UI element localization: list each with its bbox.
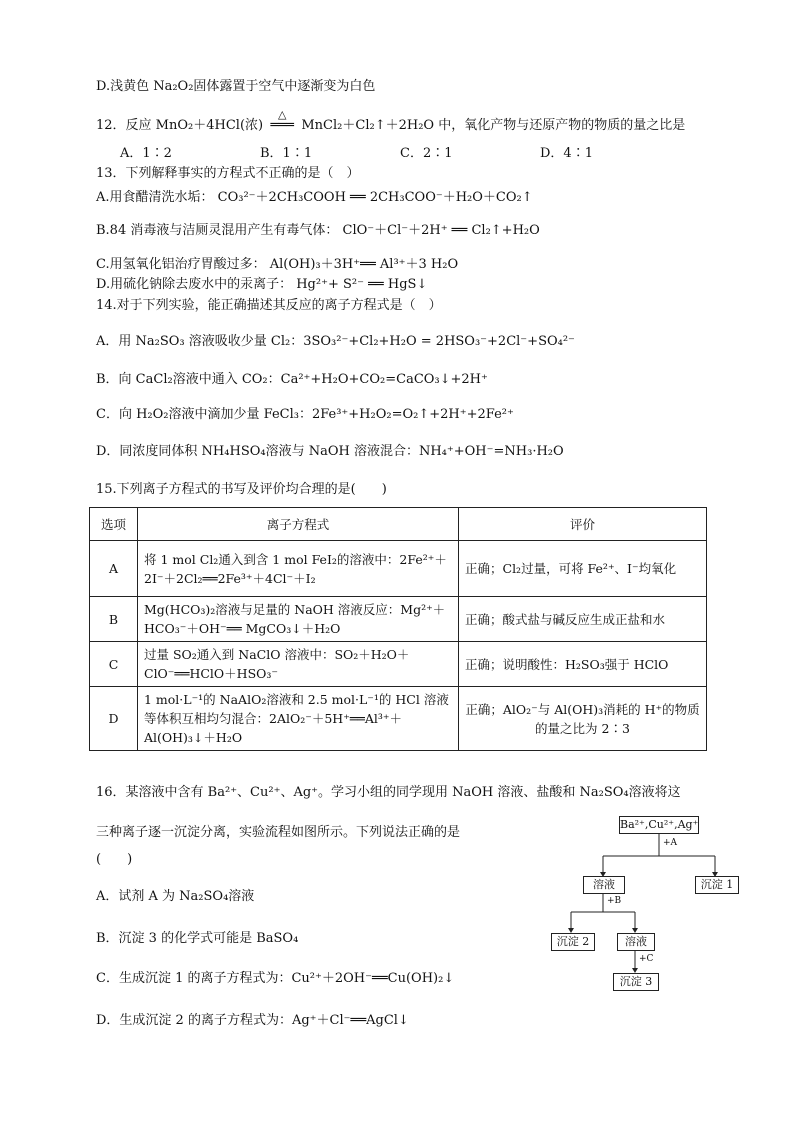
q16-paren: ( ) [96,852,133,867]
q16-stem-line1: 16．某溶液中含有 Ba²⁺、Cu²⁺、Ag⁺。学习小组的同学现用 NaOH 溶液、盐酸和 Na₂SO₄溶液将这 [96,785,681,800]
row-option: C [90,642,138,687]
flow-precipitate-3: 沉淀 3 [613,973,659,991]
q12-option-c: C．2∶1 [400,146,453,161]
table-row [90,687,707,751]
flow-solution-2: 溶液 [617,933,655,951]
q11-option-d: D.浅黄色 Na₂O₂固体露置于空气中逐渐变为白色 [96,79,376,94]
q12-option-b: B．1∶1 [260,146,313,161]
q14-stem: 14.对于下列实验，能正确描述其反应的离子方程式是（ ） [96,298,442,313]
row-evaluation: 正确；Cl₂过量，可将 Fe²⁺、I⁻均氧化 [459,541,707,597]
q12-options [120,145,680,163]
q14-option-c: C．向 H₂O₂溶液中滴加少量 FeCl₃：2Fe³⁺+H₂O₂=O₂↑+2H⁺+2Fe²⁺ [96,407,514,422]
row-evaluation: 正确；说明酸性：H₂SO₃强于 HClO [459,642,707,687]
flow-solution-1: 溶液 [583,876,625,894]
q14-option-b: B．向 CaCl₂溶液中通入 CO₂：Ca²⁺+H₂O+CO₂=CaCO₃↓+2H⁺ [96,372,488,387]
row-equation: 1 mol·L⁻¹的 NaAlO₂溶液和 2.5 mol·L⁻¹的 HCl 溶液等体积互相均匀混合：2AlO₂⁻＋5H⁺══Al³⁺＋Al(OH)₃↓＋H₂O [138,687,459,751]
q16-flowchart [555,814,735,994]
q12-stem-pre: 12．反应 MnO₂＋4HCl(浓) [96,118,264,133]
q16-option-b: B．沉淀 3 的化学式可能是 BaSO₄ [96,931,299,946]
table-header-row [90,508,707,541]
flow-add-a: +A [663,838,678,848]
row-evaluation: 正确；AlO₂⁻与 Al(OH)₃消耗的 H⁺的物质的量之比为 2∶3 [459,687,707,751]
q16-option-d: D．生成沉淀 2 的离子方程式为：Ag⁺＋Cl⁻══AgCl↓ [96,1013,409,1028]
q13-option-b: B.84 消毒液与洁厕灵混用产生有毒气体： ClO⁻＋Cl⁻＋2H⁺ ══ Cl₂↑+H₂O [96,223,540,238]
q13-option-c: C.用氢氧化铝治疗胃酸过多： Al(OH)₃＋3H⁺══ Al³⁺＋3 H₂O [96,257,459,272]
q13-stem: 13．下列解释事实的方程式不正确的是（ ） [96,166,360,181]
q16-stem-line2: 三种离子逐一沉淀分离，实验流程如图所示。下列说法正确的是 [96,825,461,840]
q12-stem [96,108,686,135]
row-option: B [90,597,138,642]
q13-option-a: A.用食醋清洗水垢： CO₃²⁻＋2CH₃COOH ══ 2CH₃COO⁻＋H₂O＋CO₂↑ [96,190,533,205]
row-equation: Mg(HCO₃)₂溶液与足量的 NaOH 溶液反应：Mg²⁺＋HCO₃⁻＋OH⁻══ MgCO₃↓＋H₂O [138,597,459,642]
flow-add-b: +B [607,896,622,906]
flow-precipitate-1: 沉淀 1 [695,876,739,894]
header-evaluation: 评价 [459,508,707,541]
row-equation: 将 1 mol Cl₂通入到含 1 mol FeI₂的溶液中：2Fe²⁺＋2I⁻＋2Cl₂══2Fe³⁺＋4Cl⁻＋I₂ [138,541,459,597]
q13-option-d: D.用硫化钠除去废水中的汞离子： Hg²⁺+ S²⁻ ══ HgS↓ [96,277,428,292]
q15-table [89,507,707,751]
q12-stem-post: MnCl₂＋Cl₂↑＋2H₂O 中，氧化产物与还原产物的物质的量之比是 [301,118,686,133]
header-equation: 离子方程式 [138,508,459,541]
q12-heat-arrow [267,108,297,135]
table-row [90,642,707,687]
header-option: 选项 [90,508,138,541]
flow-start-ions: Ba²⁺,Cu²⁺,Ag⁺ [619,816,699,834]
heat-icon: △ [278,108,287,121]
row-option: D [90,687,138,751]
q14-option-a: A．用 Na₂SO₃ 溶液吸收少量 Cl₂：3SO₃²⁻+Cl₂+H₂O = 2HSO₃⁻+2Cl⁻+SO₄²⁻ [96,334,575,349]
q15-stem: 15.下列离子方程式的书写及评价均合理的是( ) [96,482,387,497]
q12-option-a: A．1∶2 [120,146,172,161]
row-equation: 过量 SO₂通入到 NaClO 溶液中：SO₂＋H₂O＋ClO⁻══HClO＋HSO₃⁻ [138,642,459,687]
equals-arrow: ═══ [270,118,294,133]
q12-option-d: D．4∶1 [540,146,593,161]
flow-add-c: +C [639,954,654,964]
table-row [90,541,707,597]
q16-option-a: A．试剂 A 为 Na₂SO₄溶液 [96,889,255,904]
row-option: A [90,541,138,597]
row-evaluation: 正确；酸式盐与碱反应生成正盐和水 [459,597,707,642]
flow-connectors [555,814,735,994]
q14-option-d: D．同浓度同体积 NH₄HSO₄溶液与 NaOH 溶液混合：NH₄⁺+OH⁻=NH₃·H₂O [96,444,564,459]
q16-option-c: C．生成沉淀 1 的离子方程式为：Cu²⁺＋2OH⁻══Cu(OH)₂↓ [96,971,455,986]
table-row [90,597,707,642]
flow-precipitate-2: 沉淀 2 [551,933,595,951]
